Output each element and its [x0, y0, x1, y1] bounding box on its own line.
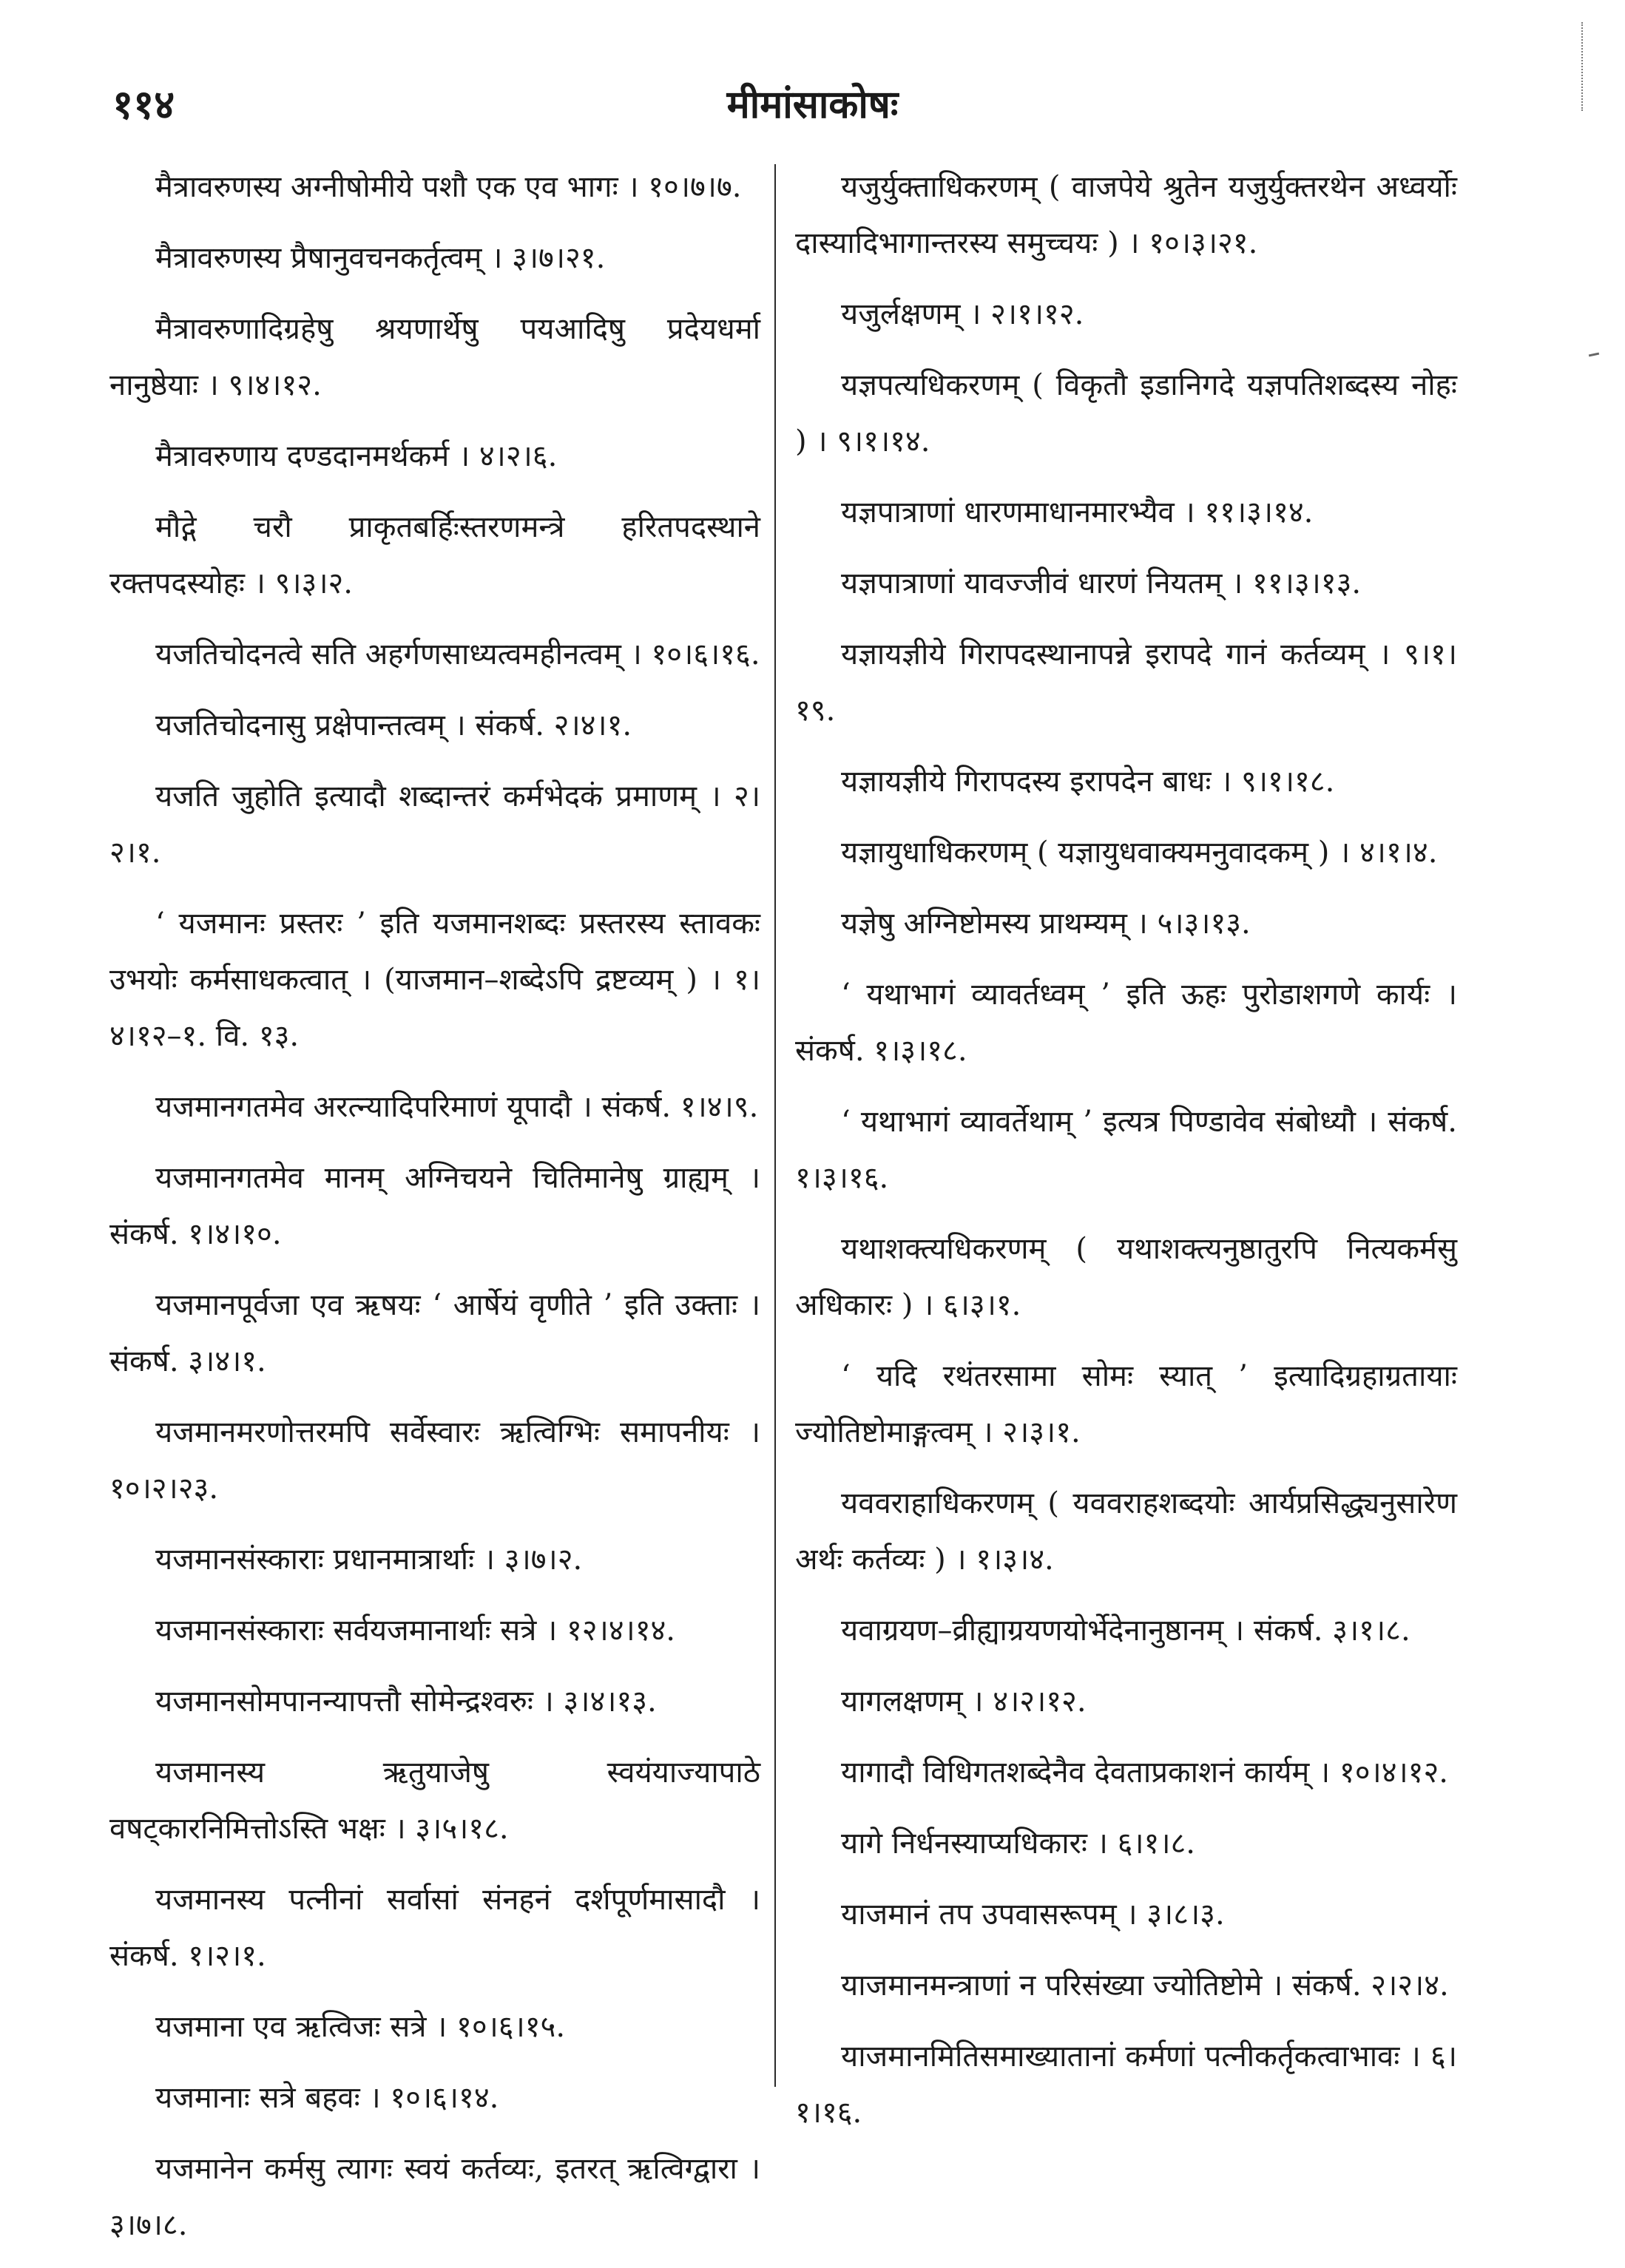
entry: यजुर्युक्ताधिकरणम् ( वाजपेये श्रुतेन यजुर्युक्तरथेन अध्वर्योः दास्यादिभागान्तरस्य समुच्चयः ) । १०।३।२१. [795, 170, 1457, 260]
entry: यजमानमरणोत्तरमपि सर्वेस्वारः ऋत्विग्भिः समापनीयः । १०।२।२३. [109, 1415, 760, 1506]
column-divider [774, 164, 776, 2087]
entry: ‘ यजमानः प्रस्तरः ’ इति यजमानशब्दः प्रस्तरस्य स्तावकः उभयोः कर्मसाधकत्वात् । (याजमान–शब्देऽपि द्रष्टव्यम् ) । १।४।१२–१. वि. १३. [109, 907, 760, 1053]
entry: यजमानेन कर्मसु त्यागः स्वयं कर्तव्यः, इतरत् ऋत्विग्द्वारा । ३।७।८. [109, 2152, 760, 2242]
entry: यज्ञपत्यधिकरणम् ( विकृतौ इडानिगदे यज्ञपतिशब्दस्य नोहः ) । ९।१।१४. [795, 368, 1457, 458]
entry: यथाशक्त्यधिकरणम् ( यथाशक्त्यनुष्ठातुरपि नित्यकर्मसु अधिकारः ) । ६।३।१. [795, 1232, 1457, 1322]
entry: यागादौ विधिगतशब्देनैव देवताप्रकाशनं कार्यम् । १०।४।१२. [841, 1756, 1448, 1790]
entry: यजतिचोदनत्वे सति अहर्गणसाध्यत्वमहीनत्वम् । १०।६।१६. [155, 637, 760, 671]
entry: यजतिचोदनासु प्रक्षेपान्तत्वम् । संकर्ष. २।४।१. [155, 708, 632, 742]
entry: यजमानसोमपानन्यापत्तौ सोमेन्द्रश्वरुः । ३।४।१३. [155, 1685, 657, 1719]
left-column [109, 159, 760, 2268]
entry: यजमानस्य पत्नीनां सर्वासां संनहनं दर्शपूर्णमासादौ । संकर्ष. १।२।१. [109, 1883, 760, 1973]
entry: यजति जुहोति इत्यादौ शब्दान्तरं कर्मभेदकं प्रमाणम् । २।२।१. [109, 779, 760, 870]
entry: मैत्रावरुणाय दण्डदानमर्थकर्म । ४।२।६. [155, 439, 558, 473]
entry: मैत्रावरुणस्य अग्नीषोमीये पशौ एक एव भागः । १०।७।७. [155, 170, 742, 204]
entry: यज्ञायुधाधिकरणम् ( यज्ञायुधवाक्यमनुवादकम् ) । ४।१।४. [841, 836, 1438, 870]
scan-stray-mark [1589, 353, 1599, 357]
entry: यजुर्लक्षणम् । २।१।१२. [841, 297, 1084, 331]
entry: मैत्रावरुणस्य प्रैषानुवचनकर्तृत्वम् । ३।७।२१. [155, 241, 606, 275]
entry: याजमानमितिसमाख्यातानां कर्मणां पत्नीकर्तृकत्वाभावः । ६।१।१६. [795, 2039, 1457, 2130]
entry: यजमानसंस्काराः प्रधानमात्रार्थाः । ३।७।२. [155, 1543, 583, 1577]
entry: यजमाना एव ऋत्विजः सत्रे । १०।६।१५. [155, 2010, 566, 2044]
right-column [795, 159, 1457, 2156]
entry: यजमानपूर्वजा एव ऋषयः ‘ आर्षेयं वृणीते ’ इति उक्ताः । संकर्ष. ३।४।१. [109, 1288, 760, 1378]
entry: यजमानगतमेव अरत्न्यादिपरिमाणं यूपादौ । संकर्ष. १।४।९. [155, 1090, 759, 1124]
entry: यागे निर्धनस्याप्यधिकारः । ६।१।८. [841, 1827, 1196, 1861]
page-number: ११४ [112, 81, 175, 128]
entry: यवाग्रयण–व्रीह्याग्रयणयोर्भेदेनानुष्ठानम् । संकर्ष. ३।१।८. [841, 1614, 1411, 1648]
entry: यज्ञेषु अग्निष्टोमस्य प्राथम्यम् । ५।३।१३. [841, 907, 1251, 941]
entry: यज्ञायज्ञीये गिरापदस्य इरापदेन बाधः । ९।१।१८. [841, 765, 1335, 799]
entry: मौद्गे चरौ प्राकृतबर्हिःस्तरणमन्त्रे हरितपदस्थाने रक्तपदस्योहः । ९।३।२. [109, 510, 760, 600]
entry: यज्ञायज्ञीये गिरापदस्थानापन्ने इरापदे गानं कर्तव्यम् । ९।१।१९. [795, 637, 1457, 728]
entry: यजमानाः सत्रे बहवः । १०।६।१४. [155, 2081, 499, 2115]
entry: यज्ञपात्राणां धारणमाधानमारभ्यैव । ११।३।१४. [841, 495, 1314, 529]
entry: ‘ यदि रथंतरसामा सोमः स्यात् ’ इत्यादिग्रहाग्रतायाः ज्योतिष्टोमाङ्गत्वम् । २।३।१. [795, 1359, 1457, 1449]
scan-edge-marks [1581, 22, 1587, 111]
running-head-title: मीमांसाकोषः [726, 82, 899, 127]
entry: यागलक्षणम् । ४।२।१२. [841, 1685, 1087, 1719]
entry: यजमानसंस्काराः सर्वयजमानार्थाः सत्रे । १२।४।१४. [155, 1614, 676, 1648]
entry: ‘ यथाभागं व्यावर्तध्वम् ’ इति ऊहः पुरोडाशगणे कार्यः । संकर्ष. १।३।१८. [795, 978, 1457, 1068]
entry: यज्ञपात्राणां यावज्जीवं धारणं नियतम् । ११।३।१३. [841, 566, 1362, 600]
entry: यववराहाधिकरणम् ( यववराहशब्दयोः आर्यप्रसिद्ध्यनुसारेण अर्थः कर्तव्यः ) । १।३।४. [795, 1486, 1457, 1577]
entry: मैत्रावरुणादिग्रहेषु श्रयणार्थेषु पयआदिषु प्रदेयधर्मा नानुष्ठेयाः । ९।४।१२. [109, 312, 760, 402]
entry: ‘ यथाभागं व्यावर्तेथाम् ’ इत्यत्र पिण्डावेव संबोध्यौ । संकर्ष. १।३।१६. [795, 1105, 1457, 1195]
entry: याजमानं तप उपवासरूपम् । ३।८।३. [841, 1898, 1225, 1932]
entry: यजमानस्य ऋतुयाजेषु स्वयंयाज्यापाठे वषट्कारनिमित्तोऽस्ति भक्षः । ३।५।१८. [109, 1756, 760, 1846]
entry: यजमानगतमेव मानम् अग्निचयने चितिमानेषु ग्राह्यम् । संकर्ष. १।४।१०. [109, 1161, 760, 1251]
entry: याजमानमन्त्राणां न परिसंख्या ज्योतिष्टोमे । संकर्ष. २।२।४. [841, 1969, 1449, 2003]
